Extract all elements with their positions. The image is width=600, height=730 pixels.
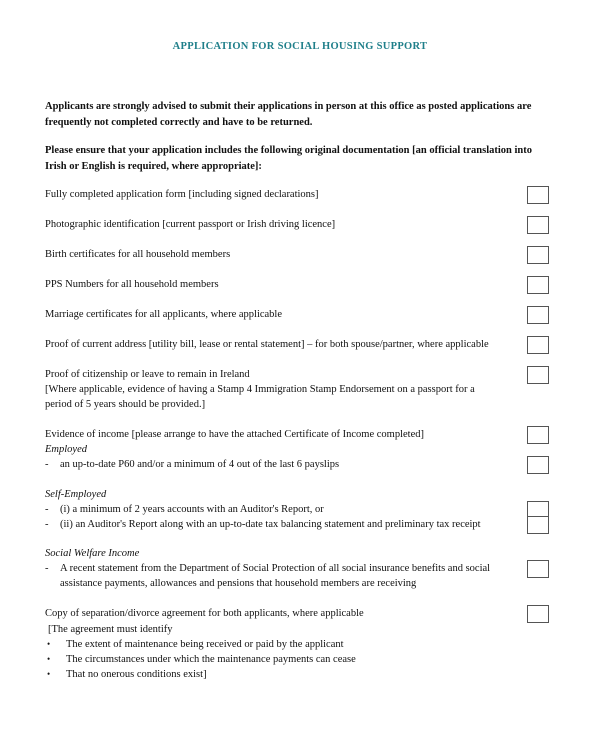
checkbox-employed[interactable] [527,456,549,474]
agreement-intro: [The agreement must identify [48,624,173,635]
dash-marker: - [45,459,49,470]
item-marriage: Marriage certificates for all applicants, where applicable [45,309,283,320]
dash-marker: - [45,504,49,515]
agreement-bullet-3: That no onerous conditions exist] [66,669,207,680]
self-employed-item-2: (ii) an Auditor's Report along with an up-to-date tax balancing statement and preliminary tax receipt [60,519,481,530]
employed-heading: Employed [45,444,87,455]
checkbox-separation[interactable] [527,605,549,623]
item-citizenship [45,367,475,412]
intro-documentation [45,143,565,175]
intro-line-2: frequently not completed correctly and have to be returned. [45,117,313,128]
checkbox-citizenship[interactable] [527,366,549,384]
checkbox-self-employed-2[interactable] [527,516,549,534]
checkbox-application-form[interactable] [527,186,549,204]
social-welfare-heading: Social Welfare Income [45,548,140,559]
bullet-marker: • [47,669,51,679]
dash-marker: - [45,519,49,530]
checkbox-income[interactable] [527,426,549,444]
item-separation: Copy of separation/divorce agreement for both applicants, where applicable [45,608,364,619]
employed-item: an up-to-date P60 and/or a minimum of 4 out of the last 6 payslips [60,459,340,470]
item-application-form: Fully completed application form [including signed declarations] [45,189,319,200]
dash-marker: - [45,563,49,574]
bullet-marker: • [47,639,51,649]
agreement-bullet-1: The extent of maintenance being received or paid by the applicant [66,639,344,650]
agreement-bullet-2: The circumstances under which the maintenance payments can cease [66,654,356,665]
item-income: Evidence of income [please arrange to have the attached Certificate of Income completed] [45,429,424,440]
checkbox-social-welfare[interactable] [527,560,549,578]
citizenship-line-1: Proof of citizenship or leave to remain in Ireland [45,369,250,380]
self-employed-item-1: (i) a minimum of 2 years accounts with an Auditor's Report, or [60,504,324,515]
intro-advice [45,99,565,131]
bullet-marker: • [47,654,51,664]
page-title: APPLICATION FOR SOCIAL HOUSING SUPPORT [172,41,428,52]
welfare-item-line-1: A recent statement from the Department of Social Protection of all social insurance benefits and social [60,563,491,574]
welfare-item-line-2: assistance payments, allowances and pensions that household members are receiving [60,578,417,589]
citizenship-line-3: period of 5 years should be provided.] [45,399,206,410]
citizenship-line-2: [Where applicable, evidence of having a Stamp 4 Immigration Stamp Endorsement on a passport for a [45,384,475,395]
checkbox-marriage[interactable] [527,306,549,324]
item-birth-certs: Birth certificates for all household members [45,249,231,260]
item-address: Proof of current address [utility bill, lease or rental statement] – for both spouse/partner, where applicable [45,339,489,350]
self-employed-heading: Self-Employed [45,489,107,500]
item-photo-id: Photographic identification [current passport or Irish driving licence] [45,219,336,230]
checkbox-pps[interactable] [527,276,549,294]
item-pps: PPS Numbers for all household members [45,279,219,290]
intro-line-1: Applicants are strongly advised to submit their applications in person at this office as posted applications are [45,101,532,112]
intro-line-4: Irish or English is required, where appropriate]: [45,161,262,172]
checkbox-birth-certs[interactable] [527,246,549,264]
intro-line-3: Please ensure that your application includes the following original documentation [an official translation into [45,145,533,156]
checkbox-address[interactable] [527,336,549,354]
checkbox-photo-id[interactable] [527,216,549,234]
